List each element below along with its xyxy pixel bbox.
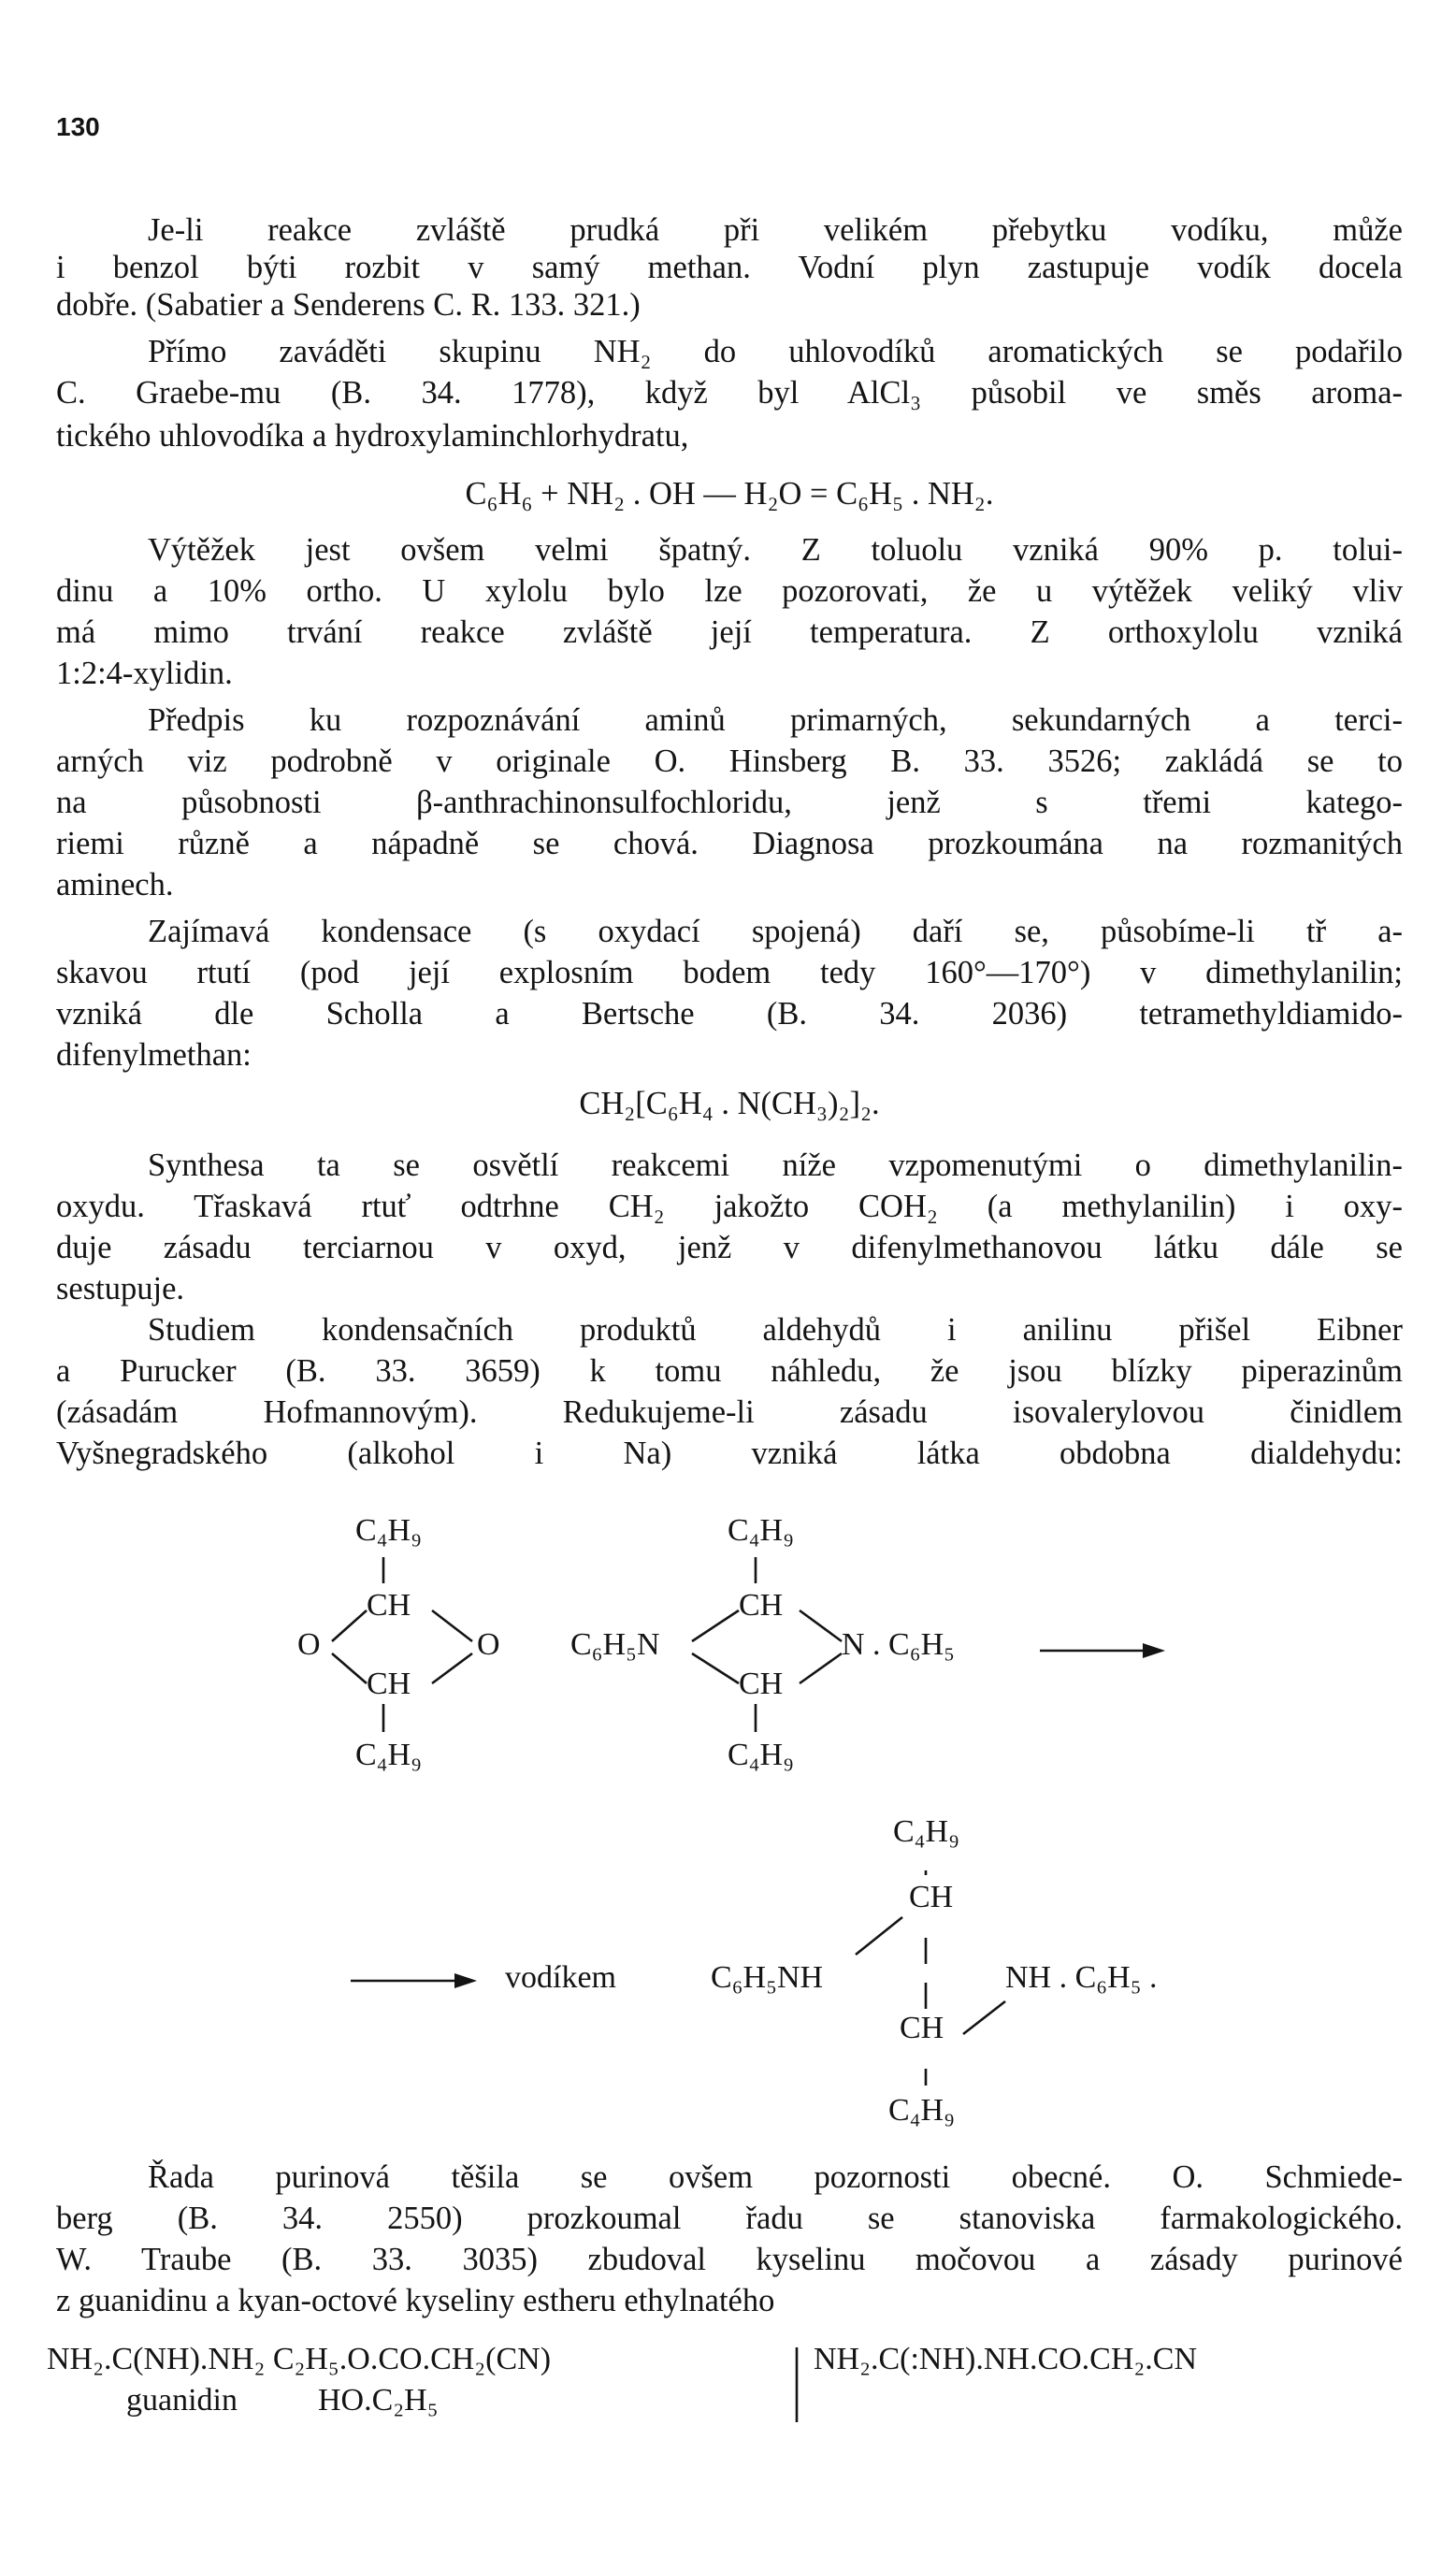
text-line: dobře. (Sabatier a Senderens C. R. 133. 321.): [56, 287, 641, 323]
ring-nitrogen-phenyl: C₆H₅N: [570, 1627, 660, 1662]
alkyl-group: C₄H₉: [355, 1738, 422, 1772]
ring-ch: CH: [367, 1588, 411, 1623]
text-line: dinu a 10% ortho. U xylolu bylo lze pozorovati, že u výtěžek veliký vliv: [56, 573, 1403, 609]
text-line: Výtěžek jest ovšem velmi špatný. Z toluolu vzniká 90% p. tolui-: [148, 532, 1403, 568]
ring-ch: CH: [367, 1667, 411, 1701]
formula-guanidine-ester: NH₂.C(NH).NH₂ C₂H₅.O.CO.CH₂(CN): [47, 2342, 552, 2376]
text-line: difenylmethan:: [56, 1037, 252, 1073]
text-line: Přímo zaváděti skupinu NH₂ do uhlovodíků aromatických se podařilo: [148, 334, 1403, 369]
page-number: 130: [56, 112, 100, 141]
text-line: C. Graebe-mu (B. 34. 1778), když byl AlCl₃ působil ve směs aroma-: [56, 375, 1403, 411]
text-line: riemi různě a nápadně se chová. Diagnosa prozkoumána na rozmanitých: [56, 826, 1403, 861]
text-line: W. Traube (B. 33. 3035) zbudoval kyselinu močovou a zásady purinové: [56, 2242, 1403, 2277]
text-line: Vyšnegradského (alkohol i Na) vzniká látka obdobna dialdehydu:: [56, 1436, 1403, 1471]
ring-oxygen: O: [297, 1627, 321, 1662]
alkyl-group: C₄H₉: [728, 1513, 794, 1548]
alkyl-group: C₄H₉: [888, 2093, 955, 2128]
text-line: má mimo trvání reakce zvláště její temperatura. Z orthoxylolu vzniká: [56, 614, 1403, 650]
formula-ethanol: HO.C₂H₅: [318, 2383, 439, 2418]
ring-oxygen: O: [477, 1627, 500, 1662]
text-line: duje zásadu terciarnou v oxyd, jenž v difenylmethanovou látku dále se: [56, 1230, 1403, 1265]
ring-ch: CH: [739, 1588, 784, 1623]
ring-nitrogen-phenyl: N . C₆H₅: [842, 1627, 955, 1662]
text-line: (zásadám Hofmannovým). Redukujeme-li zásadu isovalerylovou činidlem: [56, 1394, 1403, 1430]
alkyl-group: C₄H₉: [355, 1513, 422, 1548]
text-line: Studiem kondensačních produktů aldehydů i anilinu přišel Eibner: [148, 1312, 1403, 1348]
text-line: tického uhlovodíka a hydroxylaminchlorhydratu,: [56, 418, 689, 454]
alkyl-group: C₄H₉: [893, 1814, 959, 1849]
text-line: 1:2:4-xylidin.: [56, 656, 233, 691]
reagent-label: vodíkem: [505, 1960, 616, 1995]
equation: CH₂[C₆H₄ . N(CH₃)₂]₂.: [579, 1086, 880, 1121]
text-line: Je-li reakce zvláště prudká při velikém přebytku vodíku, může: [148, 212, 1403, 248]
chain-ch: CH: [900, 2011, 944, 2045]
formula-product: NH₂.C(:NH).NH.CO.CH₂.CN: [814, 2342, 1197, 2376]
text-line: na působnosti β-anthrachinonsulfochloridu, jenž s třemi katego-: [56, 785, 1403, 820]
text-line: skavou rtutí (pod její explosním bodem tedy 160°—170°) v dimethylanilin;: [56, 955, 1403, 990]
aniline-group: NH . C₆H₅ .: [1005, 1960, 1158, 1995]
text-line: Řada purinová těšila se ovšem pozornosti obecné. O. Schmiede-: [148, 2159, 1403, 2195]
aniline-group: C₆H₅NH: [711, 1960, 824, 1995]
text-line: i benzol býti rozbit v samý methan. Vodní plyn zastupuje vodík docela: [56, 250, 1403, 285]
alkyl-group: C₄H₉: [728, 1738, 794, 1772]
text-line: z guanidinu a kyan-octové kyseliny estheru ethylnatého: [56, 2283, 775, 2318]
text-line: sestupuje.: [56, 1271, 185, 1306]
text-line: Předpis ku rozpoznávání aminů primarných, sekundarných a terci-: [148, 702, 1403, 738]
text-line: a Purucker (B. 33. 3659) k tomu náhledu, že jsou blízky piperazinům: [56, 1353, 1403, 1389]
text-line: aminech.: [56, 867, 174, 902]
equation: C₆H₆ + NH₂ . OH — H₂O = C₆H₅ . NH₂.: [465, 476, 994, 512]
text-line: vzniká dle Scholla a Bertsche (B. 34. 2036) tetramethyldiamido-: [56, 996, 1403, 1032]
text-line: Synthesa ta se osvětlí reakcemi níže vzpomenutými o dimethylanilin-: [148, 1148, 1403, 1183]
label-guanidin: guanidin: [126, 2383, 238, 2418]
chain-ch: CH: [909, 1880, 954, 1914]
text-line: berg (B. 34. 2550) prozkoumal řadu se stanoviska farmakologického.: [56, 2201, 1403, 2236]
text-line: arných viz podrobně v originale O. Hinsberg B. 33. 3526; zakládá se to: [56, 743, 1403, 779]
text-line: Zajímavá kondensace (s oxydací spojená) daří se, působíme-li tř a-: [148, 914, 1403, 949]
ring-ch: CH: [739, 1667, 784, 1701]
text-line: oxydu. Třaskavá rtuť odtrhne CH₂ jakožto COH₂ (a methylanilin) i oxy-: [56, 1189, 1403, 1224]
